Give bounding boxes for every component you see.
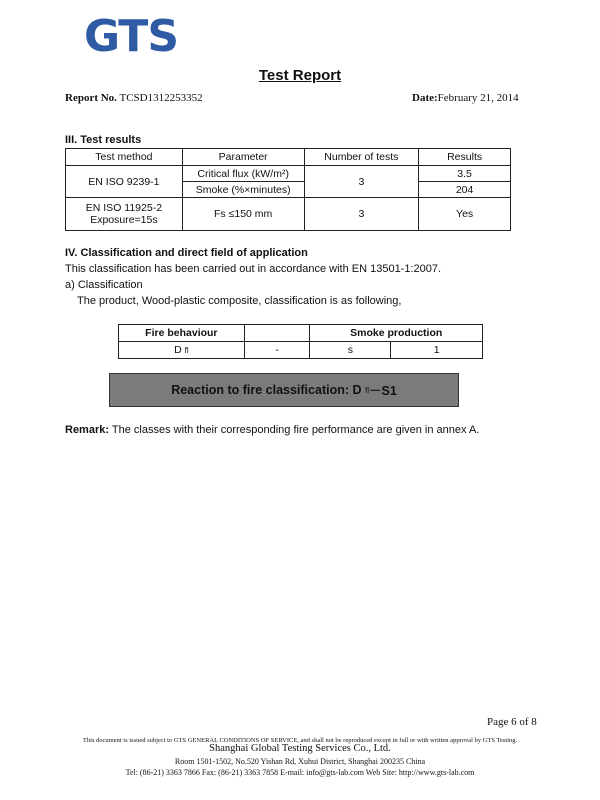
date-value: February 21, 2014 — [437, 92, 519, 104]
classification-table — [118, 324, 483, 359]
result-cell: 204 — [419, 182, 511, 198]
classification-statement: This classification has been carried out in accordance with EN 13501-1:2007. — [65, 263, 442, 275]
banner-subscript: fl — [365, 385, 369, 395]
page-number: Page 6 of 8 — [487, 716, 537, 728]
separator-cell: - — [244, 342, 310, 359]
parameter-cell: Smoke (%×minutes) — [182, 182, 304, 198]
test-method-cell — [66, 198, 183, 231]
method-line: EN ISO 11925-2 — [85, 202, 163, 214]
fire-class-subscript: fl — [184, 346, 189, 355]
classification-description: The product, Wood-plastic composite, classification is as following, — [77, 295, 402, 307]
table-row — [66, 166, 511, 182]
gts-logo-mark — [77, 13, 185, 57]
smoke-value-cell: 1 — [391, 342, 483, 359]
fire-behaviour-header: Fire behaviour — [119, 325, 245, 342]
test-results-table — [65, 148, 511, 231]
column-header: Number of tests — [304, 149, 419, 166]
report-number — [65, 92, 203, 104]
section-test-results-heading: III. Test results — [65, 134, 142, 146]
date-label: Date: — [412, 92, 438, 104]
classification-subheading: a) Classification — [65, 279, 143, 291]
remark-text: The classes with their corresponding fire performance are given in annex A. — [111, 424, 480, 436]
section-classification-heading: IV. Classification and direct field of application — [65, 247, 308, 259]
fire-class-letter: D — [174, 344, 182, 356]
result-cell: 3.5 — [419, 166, 511, 182]
footer-company: Shanghai Global Testing Services Co., Ltd. — [209, 743, 391, 754]
empty-header — [244, 325, 310, 342]
page-title: Test Report — [258, 67, 342, 84]
result-cell: Yes — [419, 198, 511, 231]
parameter-cell: Critical flux (kW/m²) — [182, 166, 304, 182]
footer-address: Room 1501-1502, No.520 Yishan Rd, Xuhui District, Shanghai 200235 China — [174, 757, 426, 766]
remark — [65, 424, 479, 436]
classification-banner — [109, 373, 459, 407]
number-of-tests-cell: 3 — [304, 198, 419, 231]
table-row — [66, 198, 511, 231]
column-header: Parameter — [182, 149, 304, 166]
method-line: Exposure=15s — [90, 214, 158, 226]
gts-logo — [77, 10, 185, 60]
report-date — [412, 92, 519, 104]
banner-suffix: －S1 — [369, 384, 397, 398]
footer-notice: This document is issued subject to GTS GENERAL CONDITIONS OF SERVICE, and shall not be reproduced except in full or with written approval by GTS Testing. — [82, 737, 518, 744]
remark-label: Remark: — [65, 424, 110, 436]
fire-behaviour-value — [119, 342, 245, 359]
column-header: Results — [419, 149, 511, 166]
smoke-letter-cell: s — [310, 342, 391, 359]
gts-logo-text: GTS — [83, 13, 179, 57]
report-no-label: Report No. — [65, 92, 117, 104]
table-header-row — [119, 325, 483, 342]
footer-contact: Tel: (86-21) 3363 7866 Fax: (86-21) 3363 7858 E-mail: info@gts-lab.com Web Site: http://www.gts-lab.com — [125, 768, 475, 777]
test-method-cell: EN ISO 9239-1 — [66, 166, 183, 198]
parameter-cell: Fs ≤150 mm — [182, 198, 304, 231]
report-no-value: TCSD1312253352 — [119, 92, 203, 104]
banner-prefix: Reaction to fire classification: D — [171, 383, 362, 397]
column-header: Test method — [66, 149, 183, 166]
smoke-production-header: Smoke production — [310, 325, 483, 342]
number-of-tests-cell: 3 — [304, 166, 419, 198]
table-row — [119, 342, 483, 359]
table-header-row — [66, 149, 511, 166]
